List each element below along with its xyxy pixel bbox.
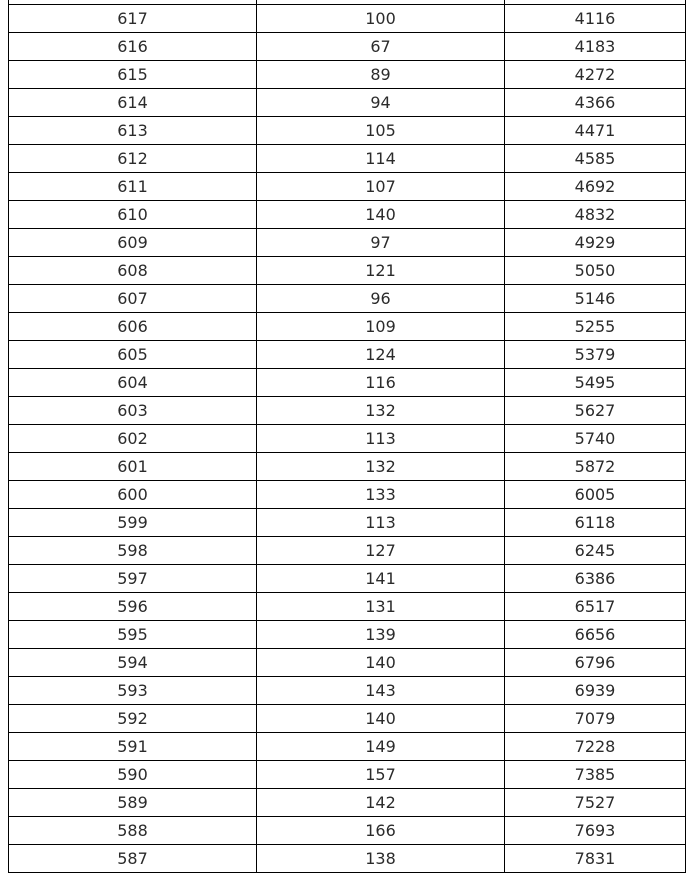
table-cell: 5255	[505, 313, 686, 341]
table-cell: 614	[9, 89, 257, 117]
table-cell: 597	[9, 565, 257, 593]
table-cell: 132	[257, 453, 505, 481]
table-cell: 6939	[505, 677, 686, 705]
table-cell: 97	[257, 229, 505, 257]
table-cell: 113	[257, 509, 505, 537]
table-cell: 107	[257, 173, 505, 201]
table-row	[9, 145, 686, 173]
table-cell: 596	[9, 593, 257, 621]
table-row	[9, 565, 686, 593]
table-cell: 5740	[505, 425, 686, 453]
table-cell: 67	[257, 33, 505, 61]
table-row	[9, 481, 686, 509]
table-row	[9, 621, 686, 649]
table-cell: 6517	[505, 593, 686, 621]
table-cell: 599	[9, 509, 257, 537]
table-cell: 89	[257, 61, 505, 89]
table-cell: 606	[9, 313, 257, 341]
table-cell: 143	[257, 677, 505, 705]
table-cell: 595	[9, 621, 257, 649]
table-row	[9, 173, 686, 201]
table-cell: 139	[257, 621, 505, 649]
table-cell: 4366	[505, 89, 686, 117]
table-body	[9, 0, 686, 873]
table-row	[9, 761, 686, 789]
table-cell: 601	[9, 453, 257, 481]
table-cell: 602	[9, 425, 257, 453]
table-row	[9, 453, 686, 481]
table-row	[9, 677, 686, 705]
table-cell: 4929	[505, 229, 686, 257]
table-row	[9, 593, 686, 621]
table-row	[9, 845, 686, 873]
table-row	[9, 537, 686, 565]
table-cell: 605	[9, 341, 257, 369]
table-cell: 114	[257, 145, 505, 173]
table-cell: 116	[257, 369, 505, 397]
table-row	[9, 61, 686, 89]
table-cell: 149	[257, 733, 505, 761]
table-row	[9, 285, 686, 313]
table-cell: 133	[257, 481, 505, 509]
table-cell: 166	[257, 817, 505, 845]
table-cell: 4692	[505, 173, 686, 201]
table-cell: 5872	[505, 453, 686, 481]
table-cell: 603	[9, 397, 257, 425]
table-cell: 588	[9, 817, 257, 845]
table-cell: 100	[257, 5, 505, 33]
table-cell: 4183	[505, 33, 686, 61]
table-cell: 121	[257, 257, 505, 285]
table-cell: 6796	[505, 649, 686, 677]
table-cell: 6656	[505, 621, 686, 649]
table-cell: 7527	[505, 789, 686, 817]
table-cell: 6118	[505, 509, 686, 537]
table-cell: 131	[257, 593, 505, 621]
table-cell: 132	[257, 397, 505, 425]
table-cell: 590	[9, 761, 257, 789]
table-row	[9, 509, 686, 537]
table-cell: 6245	[505, 537, 686, 565]
table-cell: 4585	[505, 145, 686, 173]
table-cell: 616	[9, 33, 257, 61]
table-cell: 6005	[505, 481, 686, 509]
table-cell: 615	[9, 61, 257, 89]
table-row	[9, 33, 686, 61]
table-cell: 94	[257, 89, 505, 117]
table-cell: 4832	[505, 201, 686, 229]
table-cell: 591	[9, 733, 257, 761]
table-cell: 613	[9, 117, 257, 145]
table-row	[9, 369, 686, 397]
table-row	[9, 425, 686, 453]
table-cell: 594	[9, 649, 257, 677]
table-row	[9, 201, 686, 229]
table-cell: 5379	[505, 341, 686, 369]
table-cell: 140	[257, 705, 505, 733]
table-cell: 127	[257, 537, 505, 565]
table-cell: 105	[257, 117, 505, 145]
table-cell: 157	[257, 761, 505, 789]
table-cell: 593	[9, 677, 257, 705]
table-cell: 96	[257, 285, 505, 313]
table-cell: 5146	[505, 285, 686, 313]
table-cell: 608	[9, 257, 257, 285]
table-cell: 5050	[505, 257, 686, 285]
table-cell: 142	[257, 789, 505, 817]
table-cell: 7228	[505, 733, 686, 761]
table-cell: 600	[9, 481, 257, 509]
table-cell: 609	[9, 229, 257, 257]
table-row	[9, 705, 686, 733]
table-row	[9, 257, 686, 285]
table-cell: 587	[9, 845, 257, 873]
table-cell: 140	[257, 201, 505, 229]
table-cell: 4116	[505, 5, 686, 33]
table-cell: 5627	[505, 397, 686, 425]
table-cell: 7385	[505, 761, 686, 789]
table-row	[9, 5, 686, 33]
table-cell: 612	[9, 145, 257, 173]
table-cell: 598	[9, 537, 257, 565]
table-row	[9, 117, 686, 145]
table-cell: 610	[9, 201, 257, 229]
table-cell: 7693	[505, 817, 686, 845]
table-cell: 4272	[505, 61, 686, 89]
table-cell: 592	[9, 705, 257, 733]
table-cell: 5495	[505, 369, 686, 397]
table-cell: 7831	[505, 845, 686, 873]
table-cell: 140	[257, 649, 505, 677]
table-row	[9, 89, 686, 117]
table-cell: 113	[257, 425, 505, 453]
table-row	[9, 789, 686, 817]
table-cell: 589	[9, 789, 257, 817]
table-cell: 138	[257, 845, 505, 873]
score-table	[8, 0, 686, 873]
table-cell: 124	[257, 341, 505, 369]
table-cell: 109	[257, 313, 505, 341]
table-cell: 604	[9, 369, 257, 397]
table-cell: 617	[9, 5, 257, 33]
table-row	[9, 229, 686, 257]
table-cell: 611	[9, 173, 257, 201]
table-cell: 141	[257, 565, 505, 593]
table-row	[9, 397, 686, 425]
table-cell: 6386	[505, 565, 686, 593]
table-row	[9, 313, 686, 341]
table-row	[9, 817, 686, 845]
table-row	[9, 341, 686, 369]
table-row	[9, 733, 686, 761]
table-cell: 607	[9, 285, 257, 313]
table-cell: 4471	[505, 117, 686, 145]
table-row	[9, 649, 686, 677]
table-cell: 7079	[505, 705, 686, 733]
